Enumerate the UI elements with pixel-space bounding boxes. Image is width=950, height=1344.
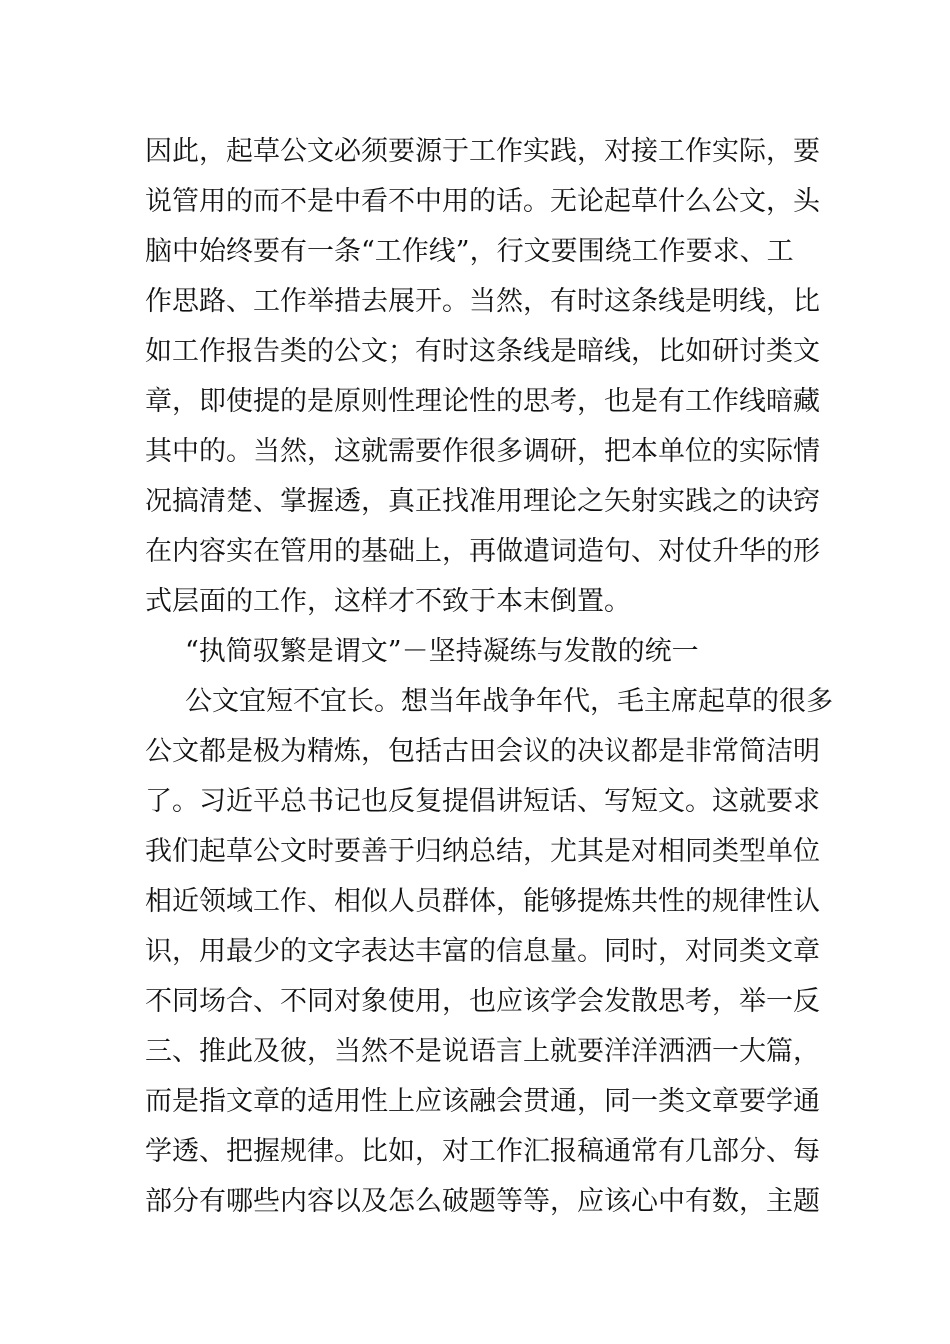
paragraph-line: 作思路、工作举措去展开。当然，有时这条线是明线，比 <box>145 286 820 317</box>
paragraph-line: 我们起草公文时要善于归纳总结，尤其是对相同类型单位 <box>145 836 820 867</box>
paragraph-line: 在内容实在管用的基础上，再做遣词造句、对仗升华的形 <box>145 536 820 567</box>
paragraph-line: 章，即使提的是原则性理论性的思考，也是有工作线暗藏 <box>145 386 820 417</box>
paragraph-line: 相近领域工作、相似人员群体，能够提炼共性的规律性认 <box>145 886 820 917</box>
paragraph-line: 说管用的而不是中看不中用的话。无论起草什么公文，头 <box>145 186 820 217</box>
paragraph-line: 不同场合、不同对象使用，也应该学会发散思考，举一反 <box>145 986 820 1017</box>
paragraph-line: 公文宜短不宜长。想当年战争年代，毛主席起草的很多 <box>185 686 833 717</box>
section-heading: “执简驭繁是谓文”－坚持凝练与发散的统一 <box>185 636 699 667</box>
paragraph-line: 如工作报告类的公文；有时这条线是暗线，比如研讨类文 <box>145 336 820 367</box>
paragraph-line: 况搞清楚、掌握透，真正找准用理论之矢射实践之的诀窍 <box>145 486 820 517</box>
paragraph-line: 学透、把握规律。比如，对工作汇报稿通常有几部分、每 <box>145 1136 820 1167</box>
paragraph-line: 了。习近平总书记也反复提倡讲短话、写短文。这就要求 <box>145 786 820 817</box>
paragraph-line: 三、推此及彼，当然不是说语言上就要洋洋洒洒一大篇， <box>145 1036 820 1067</box>
paragraph-line: 而是指文章的适用性上应该融会贯通，同一类文章要学通 <box>145 1086 820 1117</box>
paragraph-line: 公文都是极为精炼，包括古田会议的决议都是非常简洁明 <box>145 736 820 767</box>
paragraph-line: 识，用最少的文字表达丰富的信息量。同时，对同类文章 <box>145 936 820 967</box>
paragraph-line: 因此，起草公文必须要源于工作实践，对接工作实际，要 <box>145 136 820 167</box>
paragraph-line: 脑中始终要有一条“工作线”，行文要围绕工作要求、工 <box>145 236 794 267</box>
paragraph-line: 式层面的工作，这样才不致于本末倒置。 <box>145 586 631 617</box>
paragraph-line: 其中的。当然，这就需要作很多调研，把本单位的实际情 <box>145 436 820 467</box>
paragraph-line: 部分有哪些内容以及怎么破题等等，应该心中有数，主题 <box>145 1186 820 1217</box>
